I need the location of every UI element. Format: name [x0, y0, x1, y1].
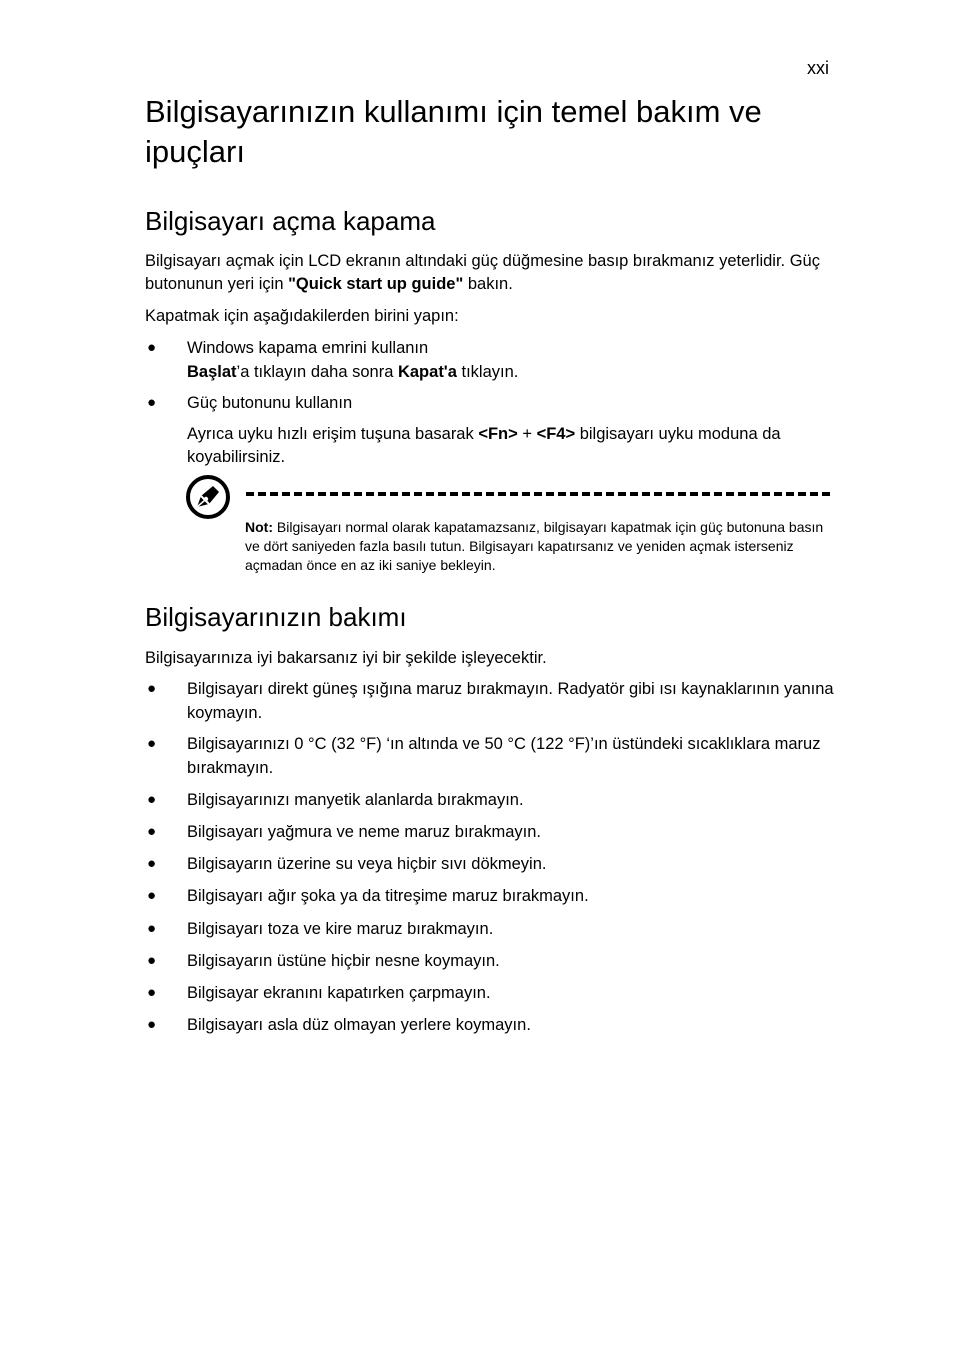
bullet-dot: ●: [147, 984, 157, 1001]
bullet-dot: ●: [147, 855, 157, 872]
care-intro: Bilgisayarınıza iyi bakarsanız iyi bir şekilde işleyecektir.: [145, 649, 547, 667]
bullet-dot: ●: [147, 823, 157, 840]
bullet-dot: ●: [147, 339, 157, 356]
sleep-hint: Ayrıca uyku hızlı erişim tuşuna basarak <Fn> + <F4> bilgisayarı uyku moduna da koyabilirsiniz.: [187, 425, 781, 466]
page-title: Bilgisayarınızın kullanımı için temel bakım ve ipuçları: [145, 94, 762, 169]
bullet-dot: ●: [147, 920, 157, 937]
section-heading-power: Bilgisayarı açma kapama: [145, 206, 436, 236]
list-item: ● Bilgisayarın üzerine su veya hiçbir sıvı dökmeyin.: [145, 852, 835, 876]
bullet-dot: ●: [147, 394, 157, 411]
list-item: ● Bilgisayarı toza ve kire maruz bırakmayın.: [145, 917, 835, 941]
bullet-dot: ●: [147, 791, 157, 808]
shutdown-intro: Kapatmak için aşağıdakilerden birini yapın:: [145, 307, 459, 325]
bullet-dot: ●: [147, 887, 157, 904]
list-item: ● Bilgisayarın üstüne hiçbir nesne koymayın.: [145, 949, 835, 973]
list-item: ● Bilgisayarı asla düz olmayan yerlere koymayın.: [145, 1013, 835, 1037]
bullet-dot: ●: [147, 680, 157, 697]
section-heading-care: Bilgisayarınızın bakımı: [145, 602, 407, 632]
list-item: ● Güç butonunu kullanın: [145, 391, 835, 415]
quick-start-guide-ref: "Quick start up guide": [288, 275, 464, 293]
note-divider: [246, 492, 830, 496]
page-number: xxi: [807, 58, 829, 78]
list-item: ● Bilgisayarı direkt güneş ışığına maruz bırakmayın. Radyatör gibi ısı kaynaklarının yanına koymayın.: [145, 677, 835, 725]
bullet-dot: ●: [147, 735, 157, 752]
list-item: ● Bilgisayar ekranını kapatırken çarpmayın.: [145, 981, 835, 1005]
note-text: Not: Bilgisayarı normal olarak kapatamazsanız, bilgisayarı kapatmak için güç butonuna basın ve dört saniyeden fazla basılı tutun. Bilgisayarı kapatırsanız ve yeniden açmak isterseniz açmadan önce en az iki saniye bekleyin.: [245, 519, 824, 573]
bullet-dot: ●: [147, 952, 157, 969]
list-item: ● Bilgisayarınızı manyetik alanlarda bırakmayın.: [145, 788, 835, 812]
list-item: ● Windows kapama emrini kullanın Başlat’a tıklayın daha sonra Kapat'a tıklayın.: [145, 336, 835, 384]
list-item: ● Bilgisayarı ağır şoka ya da titreşime maruz bırakmayın.: [145, 884, 835, 908]
list-item: ● Bilgisayarınızı 0 °C (32 °F) ‘ın altında ve 50 °C (122 °F)’ın üstündeki sıcaklıklara maruz bırakmayın.: [145, 732, 835, 780]
bullet-dot: ●: [147, 1016, 157, 1033]
power-intro: Bilgisayarı açmak için LCD ekranın altındaki güç düğmesine basıp bırakmanız yeterlidir. Güç butonunun yeri için "Quick start up guide" bakın.: [145, 252, 820, 293]
list-item: ● Bilgisayarı yağmura ve neme maruz bırakmayın.: [145, 820, 835, 844]
note-pen-icon: [185, 474, 231, 520]
